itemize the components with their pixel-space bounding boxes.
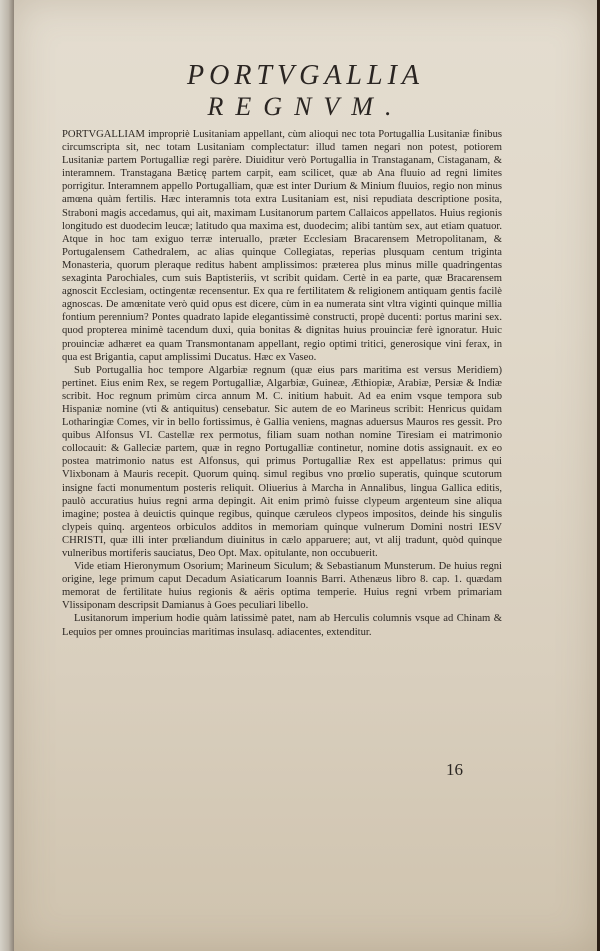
paragraph-1: PORTVGALLIAM impropriè Lusitaniam appellant, cùm alioqui nec tota Portugallia Lusitaniæ finibus circumscripta sit, nec totam Lusitaniam complectatur: illud tamen negari non potest, potiorem Lusitaniæ partem Portugalliæ regi parère. Diuiditur verò Portugallia in Transtaganam, Cistaganam, & interamnem. Transtagana Bæticę partem carpit, eam scilicet, quæ ab Ana fluuio ad regni limites porrigitur. Interamnem appello Portugalliam, quæ est inter Durium & Minium fluuios, regio non minus amœna quàm fertilis. Hæc interamnis tota extra Lusitaniam est, nisi repudiata descriptione posita, Straboni magis accedamus, qui ait, maximam Lusitanorum partem Callaicos appellatos. Huius regionis longitudo est duodecim leucæ; latitudo qua maxima est, duodecim; alibi tantùm sex, aut etiam quatuor. Atque in hoc tam exiguo terræ interuallo, præter Ecclesiam Bracarensem Metropolitanam, & Portugalensem Cathedralem, ac alias quinque Collegiatas, reperias plusquam centum triginta Monasteria, quorum pleraque reditus habent amplissimos: præterea plus minus mille quadringentas sexaginta Parochiales, cum suis Baptisteriis, vt scribit quidam. Certè in ea parte, quæ Bracarensem agnoscit Ecclesiam, octingentæ recensentur. Ex qua re fertilitatem & religionem antiquam gentis facilè agnoscas. De amœnitate verò quid opus est dicere, cùm in ea numerata sint vltra viginti quinque millia fontium perennium? Pontes quadrato lapide elegantissimè constructi, propè ducenti: portus marini sex. quod propterea minimè tacendum duxi, quia bonitas & dignitas huius prouinciæ ferè ignoratur. Huic prouinciæ adhæret ea quam Transmontanam appellant, regio optimi tritici, generosique vini ferax, in qua est Brigantia, caput amplissimi Ducatus. Hæc ex Vaseo.	[62, 129, 502, 363]
paragraph-2: Sub Portugallia hoc tempore Algarbiæ regnum (quæ eius pars maritima est versus Meridiem) pertinet. Eius enim Rex, se regem Portugalliæ, Algarbiæ, Guineæ, Æthiopiæ, Arabiæ, Persiæ & Indiæ scribit. Hoc regnum primùm circa annum M. C. initium habuit. Ad ea enim vsque tempora sub Hispaniæ nomine (vti & antiquitus) censebatur. Sic autem de eo Marineus scribit: Henricus quidam Lotharingiæ Comes, vir in bello fortissimus, è Gallia veniens, magnas aduersus Mauros res gessit. Pro quibus Alfonsus VI. Castellæ rex permotus, filiam suam nothan nomine Tiresiam ei matrimonio collocauit: & Galleciæ partem, quæ in regno Portugalliæ continetur, nomine dotis assignauit. ex eo postea matrimonio natus est Alfonsus, qui primus Portugalliæ Rex est appellatus: primus qui Vlixbonam à Mauris recepit. Quorum quinq. simul regibus vno prœlio superatis, quinque scutorum insigne facti monumentum posteris reliquit. Oliuerius à Marcha in Annalibus, lingua Gallica editis, paulò accuratius huius regni arma depingit. Ait enim primò fuisse clypeum argenteum sine aliqua imagine; postea à deuictis quinque regibus, quinque cæruleos clypeos impositos, deinde his singulis clypeis quinq. argenteos orbiculos additos in memoriam quinque vulnerum Domini nostri IESV CHRISTI, quæ illi inter prœliandum diuinitus in cælo apparuere; aut, vt alij tradunt, quòd quinque vulneribus mortiferis sauciatus, Deo Opt. Max. opitulante, non occubuerit.	[62, 364, 502, 559]
paragraph-4: Lusitanorum imperium hodie quàm latissimè patet, nam ab Herculis columnis vsque ad Chinam & Lequios per omnes prouincias maritimas insulasq. adiacentes, extenditur.	[62, 613, 502, 638]
body-text	[62, 128, 502, 639]
page-sheet	[14, 0, 597, 951]
page-subtitle: REGNVM.	[207, 92, 404, 121]
binding-strip	[0, 0, 14, 951]
page-title: PORTVGALLIA	[187, 60, 424, 91]
page-number: 16	[446, 760, 463, 779]
paragraph-3: Vide etiam Hieronymum Osorium; Marineum Siculum; & Sebastianum Munsterum. De huius regni origine, lege primum caput Decadum Asiaticarum Ioannis Barri. Athenæus libro 8. cap. 1. quædam memorat de fertilitate huius regionis & aëris optima temperie. Huius regni vrbem primariam Vlissiponam descripsit Damianus à Goes peculiari libello.	[62, 561, 502, 612]
